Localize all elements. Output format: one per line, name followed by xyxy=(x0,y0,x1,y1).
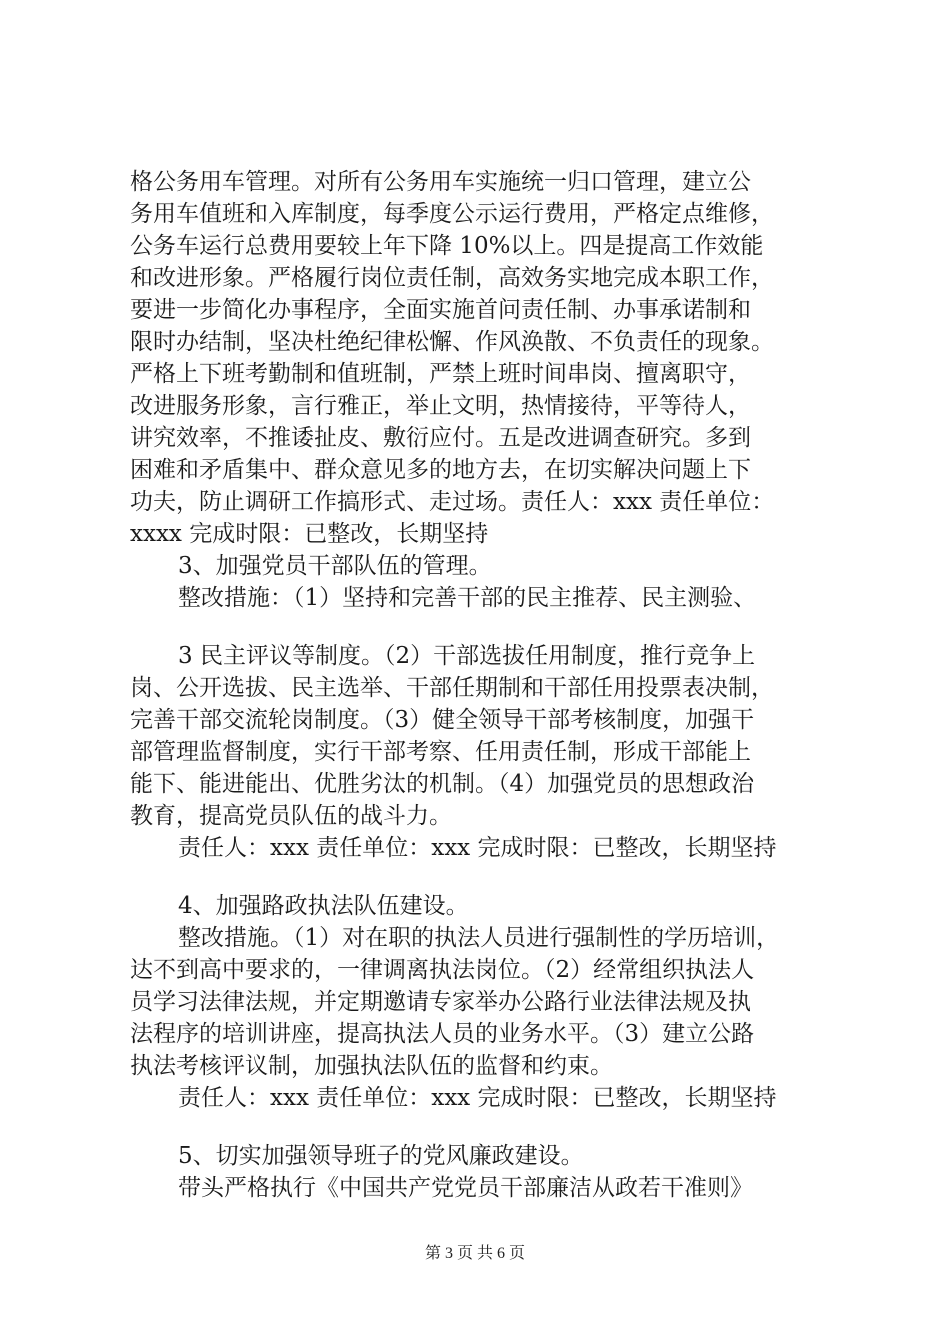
paragraph-line: 法程序的培训讲座，提高执法人员的业务水平。（3）建立公路 xyxy=(130,1021,755,1047)
paragraph-line: 严格上下班考勤制和值班制，严禁上班时间串岗、擅离职守， xyxy=(130,361,751,387)
paragraph-line: 务用车值班和入库制度，每季度公示运行费用，严格定点维修， xyxy=(130,201,774,227)
paragraph-line: 要进一步简化办事程序，全面实施首问责任制、办事承诺制和 xyxy=(130,297,751,323)
paragraph-line: 整改措施。（1）对在职的执法人员进行强制性的学历培训， xyxy=(178,925,780,951)
paragraph-line: 部管理监督制度，实行干部考察、任用责任制，形成干部能上 xyxy=(130,739,751,765)
section-heading: 3、加强党员干部队伍的管理。 xyxy=(178,553,492,579)
paragraph-line: 岗、公开选拔、民主选举、干部任期制和干部任用投票表决制， xyxy=(130,675,774,701)
paragraph-line: 达不到高中要求的，一律调离执法岗位。（2）经常组织执法人 xyxy=(130,957,755,983)
paragraph-line: 公务车运行总费用要较上年下降 10%以上。四是提高工作效能 xyxy=(130,233,764,259)
responsibility-line: 责任人：xxx 责任单位：xxx 完成时限：已整改，长期坚持 xyxy=(178,1085,777,1111)
paragraph-line: 3 民主评议等制度。（2）干部选拔任用制度，推行竞争上 xyxy=(178,643,756,669)
paragraph-line: 能下、能进能出、优胜劣汰的机制。（4）加强党员的思想政治 xyxy=(130,771,755,797)
paragraph-line: 困难和矛盾集中、群众意见多的地方去，在切实解决问题上下 xyxy=(130,457,751,483)
page-number: 第 3 页 共 6 页 xyxy=(424,1245,525,1262)
paragraph-line: 教育，提高党员队伍的战斗力。 xyxy=(130,803,452,829)
responsibility-line: 责任人：xxx 责任单位：xxx 完成时限：已整改，长期坚持 xyxy=(178,835,777,861)
paragraph-line: 讲究效率，不推诿扯皮、敷衍应付。五是改进调查研究。多到 xyxy=(130,425,751,451)
paragraph-line: 格公务用车管理。对所有公务用车实施统一归口管理，建立公 xyxy=(130,169,751,195)
section-heading: 5、切实加强领导班子的党风廉政建设。 xyxy=(178,1143,584,1169)
paragraph-line: 限时办结制，坚决杜绝纪律松懈、作风涣散、不负责任的现象。 xyxy=(130,329,774,355)
paragraph-line: 和改进形象。严格履行岗位责任制，高效务实地完成本职工作， xyxy=(130,265,774,291)
paragraph-line: xxxx 完成时限：已整改，长期坚持 xyxy=(130,521,489,547)
paragraph-line: 执法考核评议制，加强执法队伍的监督和约束。 xyxy=(130,1053,613,1079)
paragraph-line: 整改措施：（1）坚持和完善干部的民主推荐、民主测验、 xyxy=(178,585,757,611)
paragraph-line: 改进服务形象，言行雅正，举止文明，热情接待，平等待人， xyxy=(130,393,751,419)
paragraph-line: 功夫，防止调研工作搞形式、走过场。责任人：xxx 责任单位： xyxy=(130,489,775,515)
paragraph-line: 带头严格执行《中国共产党党员干部廉洁从政若干准则》 xyxy=(178,1175,753,1201)
paragraph-line: 完善干部交流轮岗制度。（3）健全领导干部考核制度，加强干 xyxy=(130,707,755,733)
paragraph-line: 员学习法律法规，并定期邀请专家举办公路行业法律法规及执 xyxy=(130,989,751,1015)
section-heading: 4、加强路政执法队伍建设。 xyxy=(178,893,469,919)
